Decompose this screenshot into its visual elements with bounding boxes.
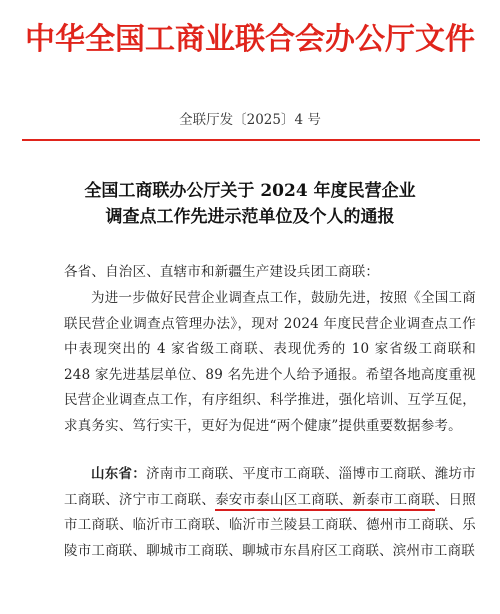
red-divider-line <box>22 139 480 141</box>
highlighted-entries: 泰安市泰山区工商联、新泰市工商联 <box>215 492 435 511</box>
document-title <box>40 178 460 230</box>
region-list-shandong <box>64 462 476 564</box>
region-items-after: 、日照市工商联、临沂市工商联、临沂市兰陵县工商联、德州市工商联、乐陵市工商联、聊城市工商联、聊城市东昌府区工商联、滨州市工商联 <box>64 491 476 559</box>
region-label: 山东省： <box>91 466 147 482</box>
document-header-title: 中华全国工商业联合会办公厅文件 <box>25 22 475 57</box>
body-paragraph: 为进一步做好民营企业调查点工作，鼓励先进，按照《全国工商联民营企业调查点管理办法》，现对 2024 年度民营企业调查点工作中表现突出的 4 家省级工商联、表现优秀的 10 家省级工商联和 248 家先进基层单位、89 名先进个人给予通报。希望各地高度重视民营企业调查点工作，有序组织、科学推进，强化培训、互学互促，求真务实、笃行实干，更好为促进“两个健康”提供重要数据参考。 <box>64 290 476 434</box>
document-title-line-1: 全国工商联办公厅关于 2024 年度民营企业 <box>84 181 416 201</box>
salutation: 各省、自治区、直辖市和新疆生产建设兵团工商联： <box>64 264 380 280</box>
region-items-before: 济南市工商联、平度市工商联、淄博市工商联、潍坊市工商联、济宁市工商联、 <box>64 466 476 508</box>
document-title-line-2: 调查点工作先进示范单位及个人的通报 <box>105 207 395 227</box>
document-number: 全联厅发〔2025〕4 号 <box>179 112 321 128</box>
